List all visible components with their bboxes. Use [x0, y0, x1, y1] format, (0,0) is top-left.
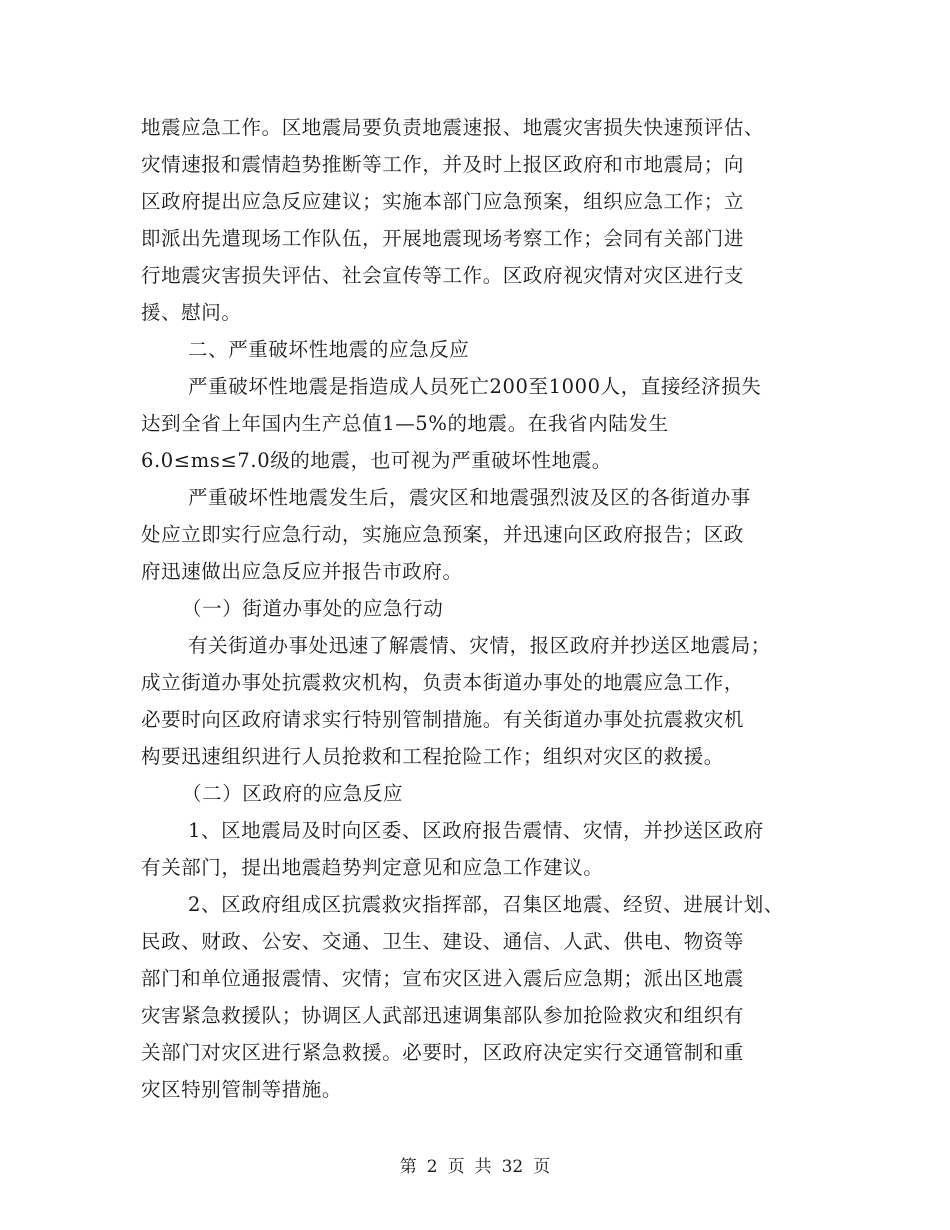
page-label-prefix: 第	[399, 1157, 417, 1177]
page-label-mid: 页	[447, 1157, 465, 1177]
text-line: 行地震灾害损失评估、社会宣传等工作。区政府视灾情对灾区进行支	[141, 264, 745, 287]
text-line: 府迅速做出应急反应并报告市政府。	[141, 560, 463, 583]
text-line: 2、区政府组成区抗震救灾指挥部，召集区地震、经贸、进展计划、	[188, 893, 784, 916]
text-line: 区政府提出应急反应建议；实施本部门应急预案，组织应急工作；立	[141, 190, 745, 213]
text-line: 民政、财政、公安、交通、卫生、建设、通信、人武、供电、物资等	[141, 930, 745, 953]
page-number: 2	[426, 1157, 438, 1177]
text-line: 灾区特别管制等措施。	[141, 1078, 343, 1101]
section-heading: 二、严重破坏性地震的应急反应	[188, 338, 470, 361]
text-line: 严重破坏性地震是指造成人员死亡200至1000人，直接经济损失	[188, 375, 762, 398]
text-line: 1、区地震局及时向区委、区政府报告震情、灾情，并抄送区政府	[188, 819, 764, 842]
subsection-heading: （二）区政府的应急反应	[182, 782, 404, 805]
page-footer	[0, 1156, 950, 1178]
text-line: 达到全省上年国内生产总值1—5%的地震。在我省内陆发生	[141, 412, 669, 435]
text-line: 严重破坏性地震发生后，震灾区和地震强烈波及区的各街道办事	[188, 486, 751, 509]
total-pages: 32	[501, 1157, 524, 1177]
text-line: 部门和单位通报震情、灾情；宣布灾区进入震后应急期；派出区地震	[141, 967, 745, 990]
text-line: 地震应急工作。区地震局要负责地震速报、地震灾害损失快速预评估、	[141, 116, 765, 139]
text-line: 援、慰问。	[141, 301, 242, 324]
text-line: 6.0≤ms≤7.0级的地震，也可视为严重破坏性地震。	[141, 449, 612, 472]
text-line: 灾害紧急救援队；协调区人武部迅速调集部队参加抢险救灾和组织有	[141, 1004, 745, 1027]
text-line: 关部门对灾区进行紧急救援。必要时，区政府决定实行交通管制和重	[141, 1041, 745, 1064]
text-line: 处应立即实行应急行动，实施应急预案，并迅速向区政府报告；区政	[141, 523, 745, 546]
page-label-total-prefix: 共	[474, 1157, 492, 1177]
page-label-suffix: 页	[533, 1157, 551, 1177]
text-line: 即派出先遣现场工作队伍，开展地震现场考察工作；会同有关部门进	[141, 227, 745, 250]
subsection-heading: （一）街道办事处的应急行动	[182, 597, 444, 620]
text-line: 有关街道办事处迅速了解震情、灾情，报区政府并抄送区地震局；	[188, 634, 771, 657]
text-line: 成立街道办事处抗震救灾机构，负责本街道办事处的地震应急工作，	[141, 671, 745, 694]
text-line: 必要时向区政府请求实行特别管制措施。有关街道办事处抗震救灾机	[141, 708, 745, 731]
text-line: 构要迅速组织进行人员抢救和工程抢险工作；组织对灾区的救援。	[141, 745, 724, 768]
text-line: 有关部门，提出地震趋势判定意见和应急工作建议。	[141, 856, 604, 879]
text-line: 灾情速报和震情趋势推断等工作，并及时上报区政府和市地震局；向	[141, 153, 745, 176]
